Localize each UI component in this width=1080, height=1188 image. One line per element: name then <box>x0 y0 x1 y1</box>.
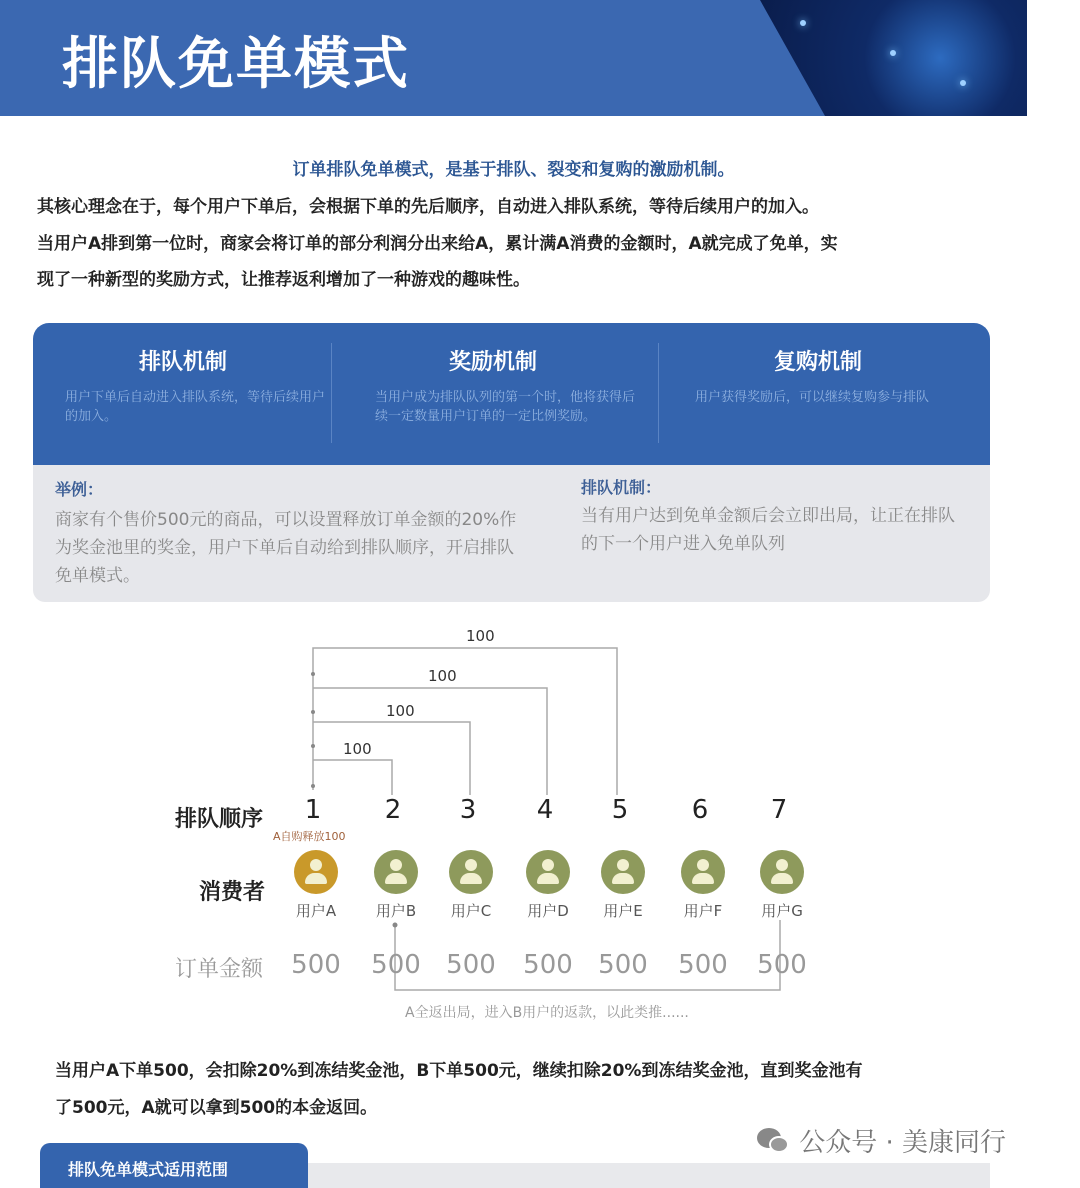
bracket-label: 100 <box>428 667 457 685</box>
section-bar <box>308 1163 990 1188</box>
row-label-consumer: 消费者 <box>199 880 266 905</box>
queue-position: 4 <box>536 795 554 825</box>
user-name: 用户D <box>527 902 569 920</box>
queue-rule-title: 排队机制： <box>581 478 662 497</box>
intro-line: 其核心理念在于，每个用户下单后，会根据下单的先后顺序，自动进入排队系统，等待后续用户的加入。 <box>37 197 819 217</box>
user-avatar-icon <box>601 850 645 894</box>
mechanism-desc: 用户下单后自动进入排队系统，等待后续用户的加入。 <box>65 390 326 424</box>
wechat-icon <box>757 1128 791 1154</box>
queue-rule-text: 当有用户达到免单金额后会立即出局，让正在排队的下一个用户进入免单队列 <box>581 506 955 554</box>
intro-line: 当用户A排到第一位时，商家会将订单的部分利润分出来给A，累计满A消费的金额时，A就完成了免单，实 <box>37 234 838 254</box>
user-name: 用户A <box>295 902 337 920</box>
row-label-order: 排队顺序 <box>175 807 264 832</box>
bracket-1-2 <box>313 760 392 795</box>
row-label-amount: 订单金额 <box>175 957 264 982</box>
queue-position: 1 <box>304 795 322 825</box>
queue-position: 2 <box>384 795 402 825</box>
user-name: 用户G <box>761 902 803 920</box>
section-tab-scope: 排队免单模式适用范围 <box>40 1143 308 1188</box>
mechanism-title: 排队机制 <box>138 350 227 375</box>
queue-position: 7 <box>770 795 788 825</box>
bracket-label: 100 <box>386 702 415 720</box>
user-name: 用户C <box>450 902 492 920</box>
order-amount: 500 <box>291 950 341 980</box>
order-amount: 500 <box>446 950 496 980</box>
page-title: 排队免单模式 <box>62 32 410 97</box>
watermark <box>757 1122 1006 1159</box>
user-avatar-icon <box>294 850 338 894</box>
return-note: A全返出局，进入B用户的返款，以此类推...... <box>405 1005 689 1021</box>
mechanism-title: 奖励机制 <box>448 350 537 375</box>
intro-line: 现了一种新型的奖励方式，让推荐返利增加了一种游戏的趣味性。 <box>37 270 530 290</box>
user-avatar-icon <box>526 850 570 894</box>
summary-line: 当用户A下单500，会扣除20%到冻结奖金池，B下单500元，继续扣除20%到冻结奖金池，直到奖金池有 <box>55 1061 863 1081</box>
order-amount: 500 <box>598 950 648 980</box>
user-avatar-icon <box>449 850 493 894</box>
user-name: 用户E <box>603 902 643 920</box>
mechanism-desc: 用户获得奖励后，可以继续复购参与排队 <box>695 390 930 405</box>
order-amount: 500 <box>757 950 807 980</box>
user-name: 用户F <box>683 902 723 920</box>
order-amount: 500 <box>678 950 728 980</box>
mechanism-title: 复购机制 <box>773 350 862 375</box>
intro-headline: 订单排队免单模式，是基于排队、裂变和复购的激励机制。 <box>292 160 735 180</box>
summary-line: 了500元，A就可以拿到500的本金返回。 <box>55 1098 378 1118</box>
user-avatar-icon <box>681 850 725 894</box>
user-avatar-icon <box>374 850 418 894</box>
a-self-release-note: A自购释放100 <box>273 830 346 843</box>
queue-position: 6 <box>691 795 709 825</box>
order-amount: 500 <box>523 950 573 980</box>
order-amount: 500 <box>371 950 421 980</box>
user-name: 用户B <box>375 902 417 920</box>
queue-position: 5 <box>611 795 629 825</box>
example-text: 商家有个售价500元的商品，可以设置释放订单金额的20%作为奖金池里的奖金，用户下单后自动给到排队顺序，开启排队免单模式。 <box>55 510 517 586</box>
queue-position: 3 <box>459 795 477 825</box>
bracket-label: 100 <box>343 740 372 758</box>
mechanism-desc: 当用户成为排队队列的第一个时，他将获得后续一定数量用户订单的一定比例奖励。 <box>375 390 636 424</box>
watermark-text: 公众号 · 美康同行 <box>799 1128 1007 1158</box>
bracket-label: 100 <box>466 627 495 645</box>
example-title: 举例： <box>55 480 104 499</box>
user-avatar-icon <box>760 850 804 894</box>
